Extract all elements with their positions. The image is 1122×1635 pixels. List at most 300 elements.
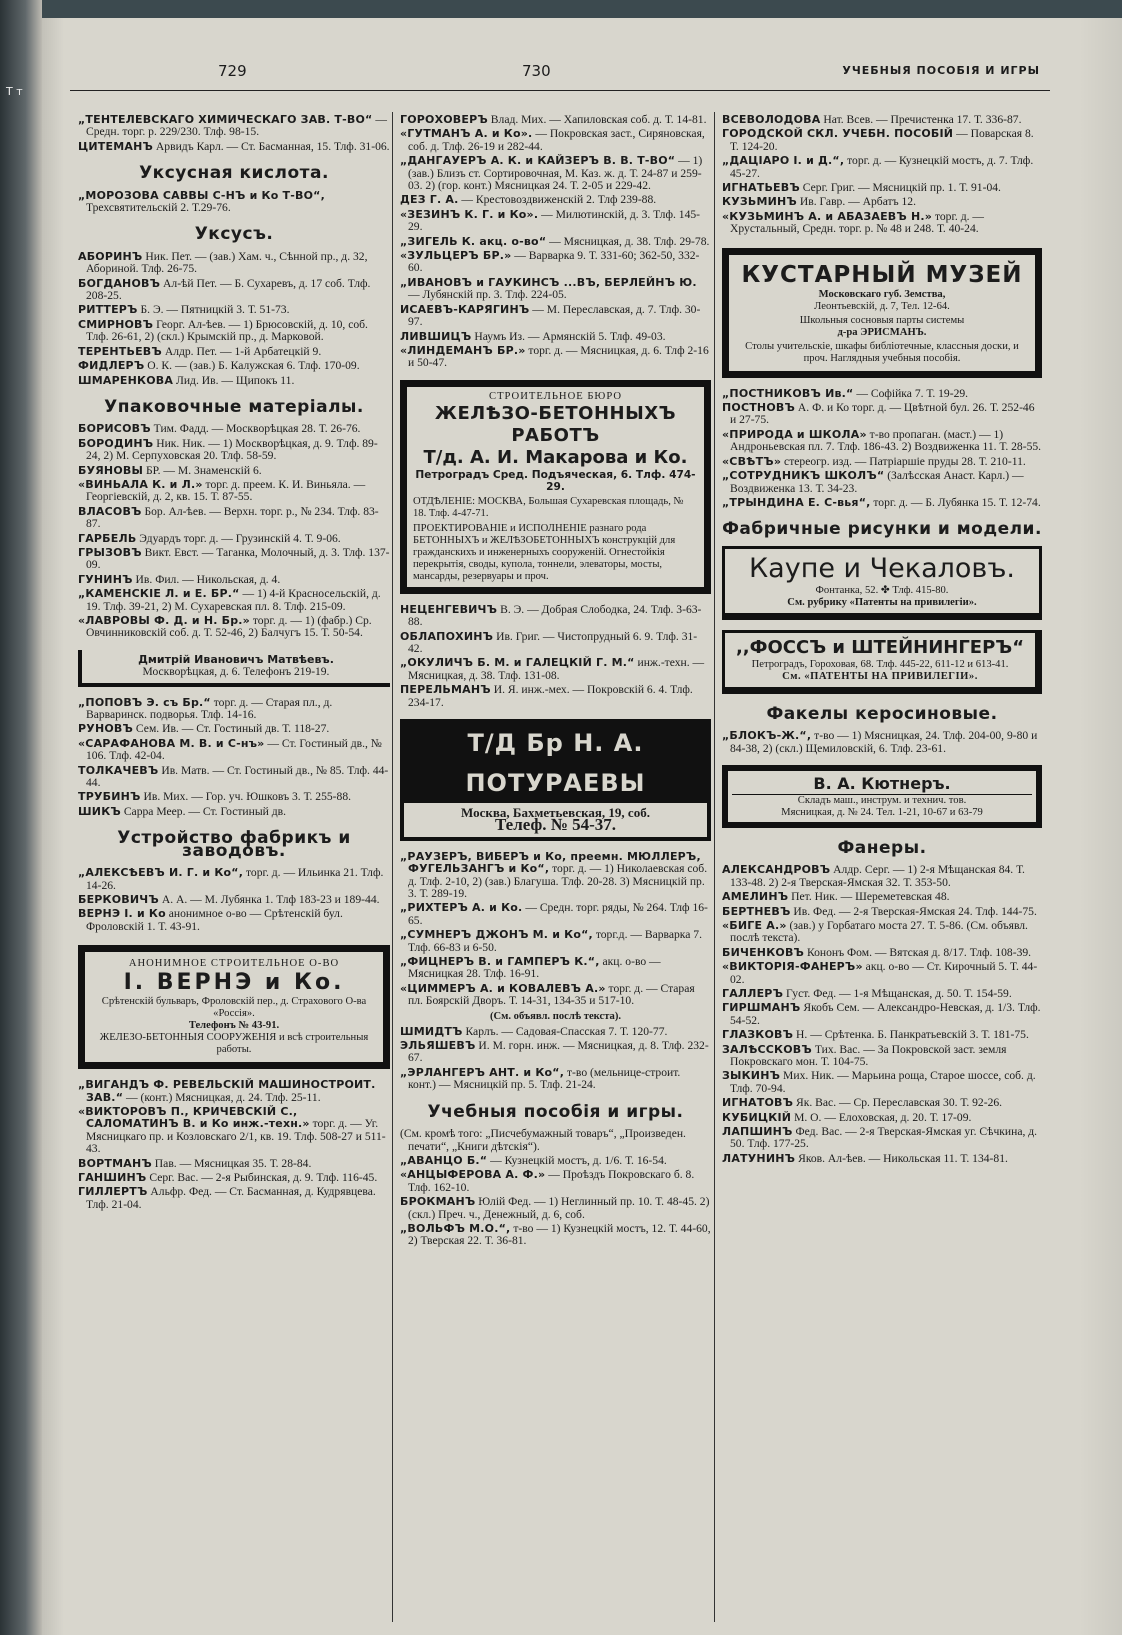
entry-details: Густ. Фед. — 1-я Мѣщанская, д. 50. Т. 154-59. [783,987,1012,1000]
col3-list-end [722,837,1042,1165]
directory-entry [722,211,1042,236]
entry-name: «БИГЕ А.» [722,918,787,932]
entry-details: (Залѣсская Анаст. Карл.) — Воздвиженка 13. Т. 34-23. [730,469,1024,495]
entry-details: — 1) (зав.) Близъ ст. Сортировочная, М. Каз. ж. д. Т. 24-87 и 259-03. 2) (гор. конт.) Мясницкая 24. Т. 2-05 и 229-42. [408,154,703,193]
directory-entry [78,360,390,372]
ad-beton-firm: Т/д. А. И. Макарова и Ко. [423,446,688,468]
entry-details: т-во (мельнице-строит. конт.) — Мясницкій пр. 5. Тлф. 21-24. [408,1065,681,1092]
entry-name: РИТТЕРЪ [78,303,138,317]
entry-name: „ПОПОВЪ Э. съ Бр.“ [78,695,211,709]
entry-name: ИГНАТОВЪ [722,1096,794,1110]
directory-entry [78,806,390,818]
entry-name: БУЯНОВЫ [78,463,144,477]
entry-name: «СВѢТЪ» [722,454,782,468]
entry-details: торг. д. — Старая пл. Боярскій Дворъ. Т. 14-31, 134-35 и 517-10. [408,981,695,1008]
ad-poturaev-phone: Телеф. № 54-37. [494,815,617,835]
entry-details: Викт. Евст. — Таганка, Молочный, д. 3. Тлф. 137-09. [86,545,390,572]
entry-name: „ОКУЛИЧЪ Б. М. и ГАЛЕЦКІЙ Г. М.“ [400,656,635,670]
entry-details: Серг. Вас. — 2-я Рыбинская, д. 9. Тлф. 116-45. [146,1170,378,1184]
entry-details: Ал-ѣй Пет. — Б. Сухаревъ, д. 17 соб. Тлф. 208-25. [86,276,371,303]
entry-name: ОБЛАПОХИНЪ [400,629,494,643]
entry-details: — Ст. Гостиный дв., № 106. Тлф. 42-04. [86,736,382,763]
entry-details: акц. о-во — Мясницкая 28. Тлф. 16-91. [408,955,661,981]
entry-name: «АНЦЫФЕРОВА А. Ф.» [400,1168,546,1182]
entry-name: „АЛЕКСѢЕВЪ И. Г. и Ко“, [78,866,244,880]
directory-entry [722,388,1042,400]
directory-entry [78,547,390,572]
entry-details: торг. д. — Б. Лубянка 15. Т. 12-74. [870,495,1041,509]
entry-name: ВЛАСОВЪ [78,504,142,518]
entry-details: т-во — 1) Мясницкая, 24. Тлф. 204-00, 9-80 и 84-38, 2) (скл.) Щемиловскій, 6. Тлф. 23-61. [730,729,1038,755]
entry-name: АЛЕКСАНДРОВЪ [722,863,831,877]
entry-name: „ТЕНТЕЛЕВСКАГО ХИМИЧЕСКАГО ЗАВ. Т-ВО“ [78,114,373,126]
entry-name: ЭЛЬЯШЕВЪ [400,1039,476,1053]
entry-details: Яков. Ал-ѣев. — Никольская 11. Т. 134-81. [795,1151,1008,1165]
section-heading: Учебныя пособія и игры. [427,1101,684,1122]
directory-entry [78,465,390,477]
ad-verne-name: І. ВЕРНЭ и Ко. [123,970,345,996]
directory-entry [78,894,390,906]
entry-name: БРОКМАНЪ [400,1195,476,1209]
entry-details: Тих. Вас. — За Покровской заст. земля Покровскаго мон. Т. 104-75. [730,1042,1007,1069]
entry-name: КУБИЦКІЙ [722,1110,792,1124]
directory-entry [400,684,711,709]
entry-details: — Проѣздъ Покровскаго б. 8. Тлф. 162-10. [408,1168,695,1194]
section-heading: Факелы керосиновые. [766,703,998,724]
entry-details: Эдуардъ торг. д. — Грузинскій 4. Т. 9-06. [136,531,341,545]
entry-details: Н. — Срѣтенка. Б. Панкратьевскій 3. Т. 181-75. [793,1028,1029,1042]
column-rule-1 [392,112,393,1622]
entry-name: „ВИГАНДЪ Ф. РЕВЕЛЬСКІЙ МАШИНОСТРОИТ. ЗАВ.“ [78,1078,376,1104]
directory-entry [722,1112,1042,1124]
section-heading: Уксусъ. [194,224,274,245]
entry-name: ТРУБИНЪ [78,790,141,804]
entry-details: Сем. Ив. — Ст. Гостиный дв. Т. 118-27. [133,722,330,736]
entry-name: ВОРТМАНЪ [78,1156,152,1170]
column-3 [722,114,1042,1624]
entry-details: торг. д. — 1) (фабр.) Ср. Овчинниковскій соб. д. Т. 52-46, 2) Балчугъ 15. Т. 50-54. [86,614,372,640]
entry-name: ГОРОДСКОЙ СКЛ. УЧЕБН. ПОСОБІЙ [722,127,954,141]
col1-list-2 [78,1079,390,1211]
directory-entry [400,331,711,343]
entry-details: — (конт.) Мясницкая, д. 24. Тлф. 25-11. [123,1090,321,1104]
entry-name: „ВОЛЬФЪ М.О.“, [400,1221,511,1235]
entry-name: «ПРИРОДА и ШКОЛА» [722,427,867,441]
entry-name: „ДАЦІАРО І. и Д.“, [722,154,845,168]
entry-name: ГАНШИНЪ [78,1170,147,1184]
directory-entry [722,961,1042,986]
entry-details: Ив. Григ. — Чистопрудный 6. 9. Тлф. 31-42. [408,629,698,655]
directory-entry [78,278,390,303]
directory-entry [400,1155,711,1167]
entry-details: Ив. Фед. — 2-я Тверская-Ямская 24. Тлф. 144-75. [790,904,1037,918]
entry-details: Фед. Вас. — 2-я Тверская-Ямская уг. Сѣчкина, д. 50. Тлф. 177-25. [730,1125,1038,1151]
entry-details: торг. д. — Старая пл., д. Варваринск. подворья. Тлф. 14-16. [86,695,333,722]
col3-list-mid [722,386,1042,540]
directory-entry [78,574,390,586]
entry-name: ГОРОХОВЕРЪ [400,114,488,126]
entry-details: БР. — М. Знаменскій 6. [143,463,262,477]
column-1 [78,114,390,1624]
entry-details: торг. д. — 1) Николаевская соб. д. Тлф. 2-10, 2) (зав.) Благуша. Тлф. 20-28. 3) Мясницкій пр. 3. Т. 289-19. [408,862,708,900]
ad-museum-title: КУСТАРНЫЙ МУЗЕЙ [741,261,1023,288]
col1-list [78,114,390,933]
ad-poturaev-title: Т/Д Бр Н. А. ПОТУРАЕВЫ [404,723,707,803]
entry-details: Б. Э. — Пятницкій 3. Т. 51-73. [137,303,290,317]
directory-entry [78,765,390,790]
directory-entry [400,604,711,629]
entry-details: Лид. Ив. — Щипокъ 11. [173,373,295,387]
directory-entry [400,345,711,370]
entry-name: „ТРЫНДИНА Е. С-вья“, [722,495,871,509]
entry-name: ПОСТНОВЪ [722,401,796,415]
ad-beton-spb: Петроградъ Сред. Подъяческая, 6. Тлф. 474-29. [415,468,696,493]
entry-name: ЗАЛѢССКОВЪ [722,1042,812,1056]
entry-name: „ДАНГАУЕРЪ А. К. и КАЙЗЕРЪ В. В. Т-ВО“ [400,154,676,168]
entry-details: торг. д. — Хрустальный, Средн. торг. р. № 48 и 248. Т. 40-24. [730,209,985,236]
col3-list [722,114,1042,236]
entry-details: В. Э. — Добрая Слободка, 24. Тлф. 3-63-88. [408,602,702,629]
ad-poturaev-addr: Москва, Бахметьевская, 19, соб. [461,804,650,820]
boxed-listing-address: Москворѣцкая, д. 6. Телефонъ 219-19. [142,666,330,679]
entry-name: БОРИСОВЪ [78,422,151,436]
entry-name: „ЗИГЕЛЬ К. акц. о-во“ [400,234,547,248]
entry-details: Ив. Гавр. — Арбатъ 12. [796,195,916,209]
ad-kaupe-see: См. рубрику «Патенты на привилегіи». [787,596,977,608]
ad-museum-l3: Столы учительскіе, шкафы библіотечные, классныя доски, и проч. Наглядныя учебныя пособія. [745,340,1019,364]
entry-name: ВЕРНЭ І. и Ко [78,907,166,921]
entry-name: ШИКЪ [78,804,121,818]
directory-entry [78,506,390,531]
directory-entry [722,730,1042,755]
directory-entry [722,429,1042,454]
directory-entry [722,906,1042,918]
directory-entry [400,902,711,927]
directory-entry [400,929,711,954]
col2-list [400,114,711,370]
directory-entry [400,1026,711,1038]
see-note: (См. объявл. послѣ текста). [489,1010,622,1022]
directory-entry [722,1126,1042,1151]
entry-details: — Софійка 7. Т. 19-29. [853,386,969,400]
ad-foss-title: ,,ФОССЪ и ШТЕЙНИНГЕРЪ“ [735,636,1025,658]
directory-entry [722,182,1042,194]
directory-entry [400,657,711,682]
entry-details: стереогр. изд. — Патріаршіе пруды 28. Т. 210-11. [781,454,1026,468]
directory-entry [78,1106,390,1156]
directory-entry [722,891,1042,903]
directory-entry [78,438,390,463]
boxed-listing-name: Дмитрій Ивановичъ Матвѣевъ. [138,652,334,666]
entry-name: ВСЕВОЛОДОВА [722,114,821,126]
directory-entry [78,423,390,435]
entry-details: Серг. Григ. — Мясницкій пр. 1. Т. 91-04. [799,181,1001,195]
entry-name: „СУМНЕРЪ ДЖОНЪ М. и Ко“, [400,928,593,942]
entry-details: А. А. — М. Лубянка 1. Тлф 183-23 и 189-44. [158,892,380,906]
directory-entry [400,128,711,153]
entry-name: «ЦИММЕРЪ А. и КОВАЛЕВЪ А.» [400,981,606,995]
entry-details: Якобъ Сем. — Александро-Невская, д. 1/3. Тлф. 54-52. [730,1001,1041,1027]
entry-details: т-во — 1) Кузнецкій мостъ, 12. Т. 44-60, 2) Тверская 22. Т. 36-81. [408,1221,711,1248]
ad-beton-body: ПРОЕКТИРОВАНІЕ и ИСПОЛНЕНІЕ разнаго рода БЕТОННЫХЪ и ЖЕЛѢЗОБЕТОННЫХЪ конструкцій для гражданскихъ и инженерныхъ сооруженій. Огнестойкія перекрытія, своды, купола, тоннели, элеваторы, мосты, мансарды, резервуары и проч. [413,522,676,582]
book-left-edge [0,0,42,1635]
directory-entry [78,615,390,640]
entry-details: М. О. — Елоховская, д. 20. Т. 17-09. [791,1110,972,1124]
entry-details: Мих. Ник. — Марьина роща, Старое шоссе, соб. д. Тлф. 70-94. [730,1069,1036,1095]
entry-details: Юлій Фед. — 1) Неглинный пр. 10. Т. 48-45. 2) (скл.) Преч. ч., Денежный, д. 6, соб. [408,1195,710,1221]
directory-entry [400,236,711,248]
entry-name: ТОЛКАЧЕВЪ [78,763,159,777]
entry-details: Арвидъ Карл. — Ст. Басманная, 15. Тлф. 31-06. [153,139,390,153]
entry-name: ЛИВШИЦЪ [400,329,472,343]
ad-verne-phone: Телефонъ № 43-91. [188,1020,280,1032]
entry-details: торг.д. — Варварка 7. Тлф. 66-83 и 6-50. [408,928,702,954]
entry-name: «ВИКТОРІЯ-ФАНЕРЪ» [722,960,863,974]
header-rule [70,90,1050,91]
entry-name: ГИРШМАНЪ [722,1001,801,1015]
ad-beton-top: СТРОИТЕЛЬНОЕ БЮРО [489,390,622,402]
entry-details: торг. д. — Мясницкая, д. 6. Тлф 2-16 и 50-47. [408,343,709,370]
directory-entry [78,190,390,215]
entry-name: КУЗЬМИНЪ [722,195,797,209]
entry-name: „СОТРУДНИКЪ ШКОЛЪ“ [722,469,885,483]
ad-kutner-title: В. А. Кютнеръ. [813,773,951,793]
directory-entry [400,983,711,1008]
ad-museum-l2: д-ра ЭРИСМАНЪ. [837,326,927,338]
entry-details: Сарра Меер. — Ст. Гостиный дв. [120,804,286,818]
directory-entry [78,908,390,933]
entry-details: Алдр. Серг. — 1) 2-я Мѣщанская 84. Т. 133-48. 2) 2-я Тверская-Ямская 32. Т. 353-50. [730,863,1025,889]
entry-name: „КАМЕНСКІЕ Л. и Е. БР.“ [78,587,240,601]
entry-name: «ЛИНДЕМАНЪ БР.» [400,343,526,357]
entry-name: БЕРТНЕВЪ [722,904,791,918]
ad-beton-title: ЖЕЛѢЗО-БЕТОННЫХЪ РАБОТЪ [434,402,677,446]
entry-name: „АВАНЦО Б.“ [400,1153,488,1167]
boxed-listing [78,650,390,687]
page-header [42,62,1122,92]
entry-details: А. Ф. и Ко торг. д. — Цвѣтной бул. 26. Т. 252-46 и 27-75. [730,401,1035,427]
ad-museum [722,248,1042,378]
directory-entry [400,209,711,234]
entry-details: торг. д. — Кузнецкій мостъ, д. 7. Тлф. 45-27. [730,154,1034,180]
entry-details: анонимное о-во — Срѣтенскій бул. Фроловскій 1. Т. 43-91. [86,907,343,933]
entry-details: О. К. — (зав.) Б. Калужская 6. Тлф. 170-09. [144,359,360,373]
entry-details: — Покровская заст., Сиряновская, соб. д. Тлф. 26-19 и 282-44. [408,127,705,153]
column-rule-2 [714,112,715,1622]
entry-name: «ЗЕЗИНЪ К. Г. и Ко». [400,207,539,221]
directory-entry [400,631,711,656]
directory-entry [400,1196,711,1221]
entry-name: «ЛАВРОВЫ Ф. Д. и Н. Бр.» [78,614,250,627]
entry-name: ГЛАЗКОВЪ [722,1028,794,1042]
entry-name: „БЛОКЪ-Ж.“, [722,729,812,743]
entry-details: (зав.) у Горбатаго моста 27. Т. 5-86. (См. объявл. послѣ текста). [730,918,1028,945]
ad-verne-line1: АНОНИМНОЕ СТРОИТЕЛЬНОЕ О-ВО [128,958,340,970]
directory-entry [400,304,711,329]
entry-name: ИСАЕВЪ-КАРЯГИНЪ [400,302,530,316]
entry-name: РУНОВЪ [78,722,134,736]
ad-verne-line2: Срѣтенскій бульваръ, Фроловскій пер., д. Страхового О-ва «Россія». [101,996,367,1020]
entry-name: «ВИНЬАЛА К. и Л.» [78,477,203,491]
directory-entry [400,114,711,126]
directory-entry [722,497,1042,509]
ad-beton-branch: ОТДѢЛЕНІЕ: МОСКВА, Большая Сухаревская площадь, № 18. Тлф. 4-47-71. [413,495,684,519]
directory-entry [400,851,711,901]
entry-details: Карлъ. — Садовая-Спасская 7. Т. 120-77. [462,1024,668,1038]
directory-entry [78,479,390,504]
directory-entry [78,251,390,276]
entry-details: — Поварская 8. Т. 124-20. [730,127,1034,153]
entry-name: ГАРБЕЛЬ [78,531,137,545]
entry-name: «ГУТМАНЪ А. и Ко». [400,127,533,141]
entry-name: ЦИТЕМАНЪ [78,139,154,153]
entry-details: Ник. Ник. — 1) Москворѣцкая, д. 9. Тлф. 89-24, 2) М. Серпуховская 20. Тлф. 58-59. [86,436,378,463]
entry-details: Ив. Матв. — Ст. Гостиный дв., № 85. Тлф. 44-44. [86,763,389,790]
entry-name: НЕЦЕНГЕВИЧЪ [400,602,498,616]
ad-kaupe-addr: Фонтанка, 52. ✤ Тлф. 415-80. [815,584,949,596]
section-heading: Упаковочные матеріалы. [104,396,364,417]
directory-entry [400,155,711,192]
column-2 [400,114,711,1624]
directory-entry [722,128,1042,153]
entry-name: ГИЛЛЕРТЪ [78,1185,148,1199]
directory-entry [722,456,1042,468]
col2-list-after [400,851,711,1248]
directory-entry [722,1002,1042,1027]
directory-entry [78,723,390,735]
directory-entry [722,1029,1042,1041]
entry-details: — Варварка 9. Т. 331-60; 362-50, 332-60. [408,249,700,275]
entry-name: «ВИКТОРОВЪ П., КРИЧЕВСКІЙ С., САЛОМАТИНЪ В. и Ко инж.-техн.» [78,1104,310,1131]
entry-name: „РИХТЕРЪ А. и Ко. [400,901,523,915]
directory-entry [722,155,1042,180]
entry-name: «САРАФАНОВА М. В. и С-нъ» [78,736,265,750]
entry-name: ПЕРЕЛЬМАНЪ [400,683,491,697]
directory-entry [722,920,1042,945]
entry-details: Трехсвятительскій 2. Т.29-76. [86,201,231,215]
entry-details: Нат. Всев. — Пречистенка 17. Т. 336-87. [820,114,1022,126]
entry-details: Тим. Фадд. — Москворѣцкая 28. Т. 26-76. [150,422,361,436]
entry-name: ШМАРЕНКОВА [78,373,174,387]
directory-page [42,18,1122,1635]
directory-entry [400,1067,711,1092]
directory-entry [400,1223,711,1248]
ad-kaupe-title: Каупе и Чекаловъ. [749,552,1015,584]
entry-name: „МОРОЗОВА САВВЫ С-НЪ и Ко Т-ВО“, [78,188,325,202]
directory-entry [78,588,390,613]
entry-name: „ИВАНОВЪ и ГАУКИНСЪ ...ВЪ, БЕРЛЕЙНЪ Ю. [400,275,697,289]
entry-name: «ЗУЛЬЦЕРЪ БР.» [400,249,512,263]
page-number-center: 730 [522,62,551,80]
ad-kutner-l2: Мясницкая, д. № 24. Тел. 1-21, 10-67 и 63-79 [781,806,983,818]
directory-entry [78,375,390,387]
see-also-note: (См. кромѣ того: „Писчебумажный товаръ“, „Произведен. печати“, „Книги дѣтскія“). [400,1127,686,1153]
directory-entry [400,1040,711,1065]
directory-entry [722,114,1042,126]
entry-name: БОРОДИНЪ [78,436,154,450]
entry-details: Кононъ Фом. — Вятская д. 8/17. Тлф. 108-39. [804,945,1032,959]
entry-details: инж.-техн. — Мясницкая, д. 38. Тлф. 131-08. [408,656,705,682]
entry-details: Влад. Мих. — Хапиловская соб. д. Т. 14-81. [487,114,707,126]
ad-kutner [722,765,1042,828]
directory-entry [78,1186,390,1211]
entry-name: ШМИДТЪ [400,1024,463,1038]
entry-name: ФИДЛЕРЪ [78,359,145,373]
directory-entry [78,141,390,153]
entry-details: — Мясницкая, д. 38. Тлф. 29-78. [546,234,710,248]
directory-entry [400,194,711,206]
ad-poturaev [400,719,711,841]
entry-name: ЛАТУНИНЪ [722,1151,796,1165]
directory-entry [722,1070,1042,1095]
entry-details: Ник. Пет. — (зав.) Хам. ч., Сѣнной пр., д. 32, Абориной. Тлф. 26-75. [86,249,368,276]
entry-name: БИЧЕНКОВЪ [722,945,805,959]
entry-details: — Кузнецкій мостъ, д. 1/6. Т. 16-54. [487,1153,667,1167]
directory-entry [78,533,390,545]
entry-details: акц. о-во — Ст. Кирочный 5. Т. 44-02. [730,960,1038,986]
running-title: УЧЕБНЫЯ ПОСОБІЯ И ИГРЫ [842,64,1040,77]
entry-name: ТЕРЕНТЬЕВЪ [78,344,162,358]
entry-name: ГАЛЛЕРЪ [722,987,784,1000]
entry-name: „РАУЗЕРЪ, ВИБЕРЪ и Ко, преемн. МЮЛЛЕРЪ, ФУГЕЛЬЗАНГЪ и Ко“, [400,849,701,876]
page-number-left: 729 [218,62,247,80]
entry-name: „ФИЦНЕРЪ В. и ГАМПЕРЪ К.“, [400,955,600,969]
ad-foss-see: См. «ПАТЕНТЫ НА ПРИВИЛЕГІИ». [782,670,978,682]
directory-entry [722,1153,1042,1165]
entry-details: Наумъ Из. — Армянскій 5. Тлф. 49-03. [471,329,666,343]
col2-list-mid [400,604,711,709]
directory-entry [400,277,711,302]
entry-details: — Милютинскій, д. 3. Тлф. 145-29. [408,207,701,234]
ad-museum-l1: Школьныя сосновыя парты системы [799,314,965,326]
directory-entry [78,1079,390,1104]
entry-name: ДЕЗ Г. А. [400,193,459,207]
ad-foss [722,630,1042,694]
entry-name: АБОРИНЪ [78,249,143,263]
directory-entry [78,867,390,892]
directory-entry [400,250,711,275]
entry-details: Бор. Ал-ѣев. — Верхн. торг. р., № 234. Тлф. 83-87. [86,504,379,531]
ad-beton [400,380,711,594]
directory-entry [722,947,1042,959]
section-heading: Фабричные рисунки и модели. [722,519,1042,540]
directory-entry [722,402,1042,427]
entry-name: БОГДАНОВЪ [78,276,161,290]
directory-entry [400,1169,711,1194]
directory-entry [78,1172,390,1184]
directory-entry [78,738,390,763]
directory-entry [78,346,390,358]
ad-museum-addr: Леонтьевскій, д. 7, Тел. 12-64. [814,300,950,312]
ad-verne [78,945,390,1069]
entry-details: Пет. Ник. — Шереметевская 48. [788,890,950,904]
entry-details: И. Я. инж.-мех. — Покровскій 6. 4. Тлф. 234-17. [408,683,693,709]
directory-entry [722,864,1042,889]
directory-entry [78,304,390,316]
ad-museum-sub: Московскаго губ. Земства, [818,288,946,300]
entry-details: Ив. Фил. — Никольская, д. 4. [132,572,281,586]
entry-name: АМЕЛИНЪ [722,890,789,904]
section-heading: Фанеры. [837,837,927,858]
ad-foss-addr: Петроградъ, Гороховая, 68. Тлф. 445-22, 611-12 и 613-41. [751,658,1009,670]
directory-entry [78,697,390,722]
entry-details: Ив. Мих. — Гор. уч. Юшковъ 3. Т. 255-88. [140,790,352,804]
entry-name: „ЭРЛАНГЕРЪ АНТ. и Ко“, [400,1065,565,1079]
entry-details: И. М. горн. инж. — Мясницкая, д. 8. Тлф. 232-67. [408,1039,709,1065]
entry-details: Алдр. Пет. — 1-й Арбатецкій 9. [161,344,322,358]
entry-name: ИГНАТЬЕВЪ [722,181,800,195]
directory-entry [78,319,390,344]
